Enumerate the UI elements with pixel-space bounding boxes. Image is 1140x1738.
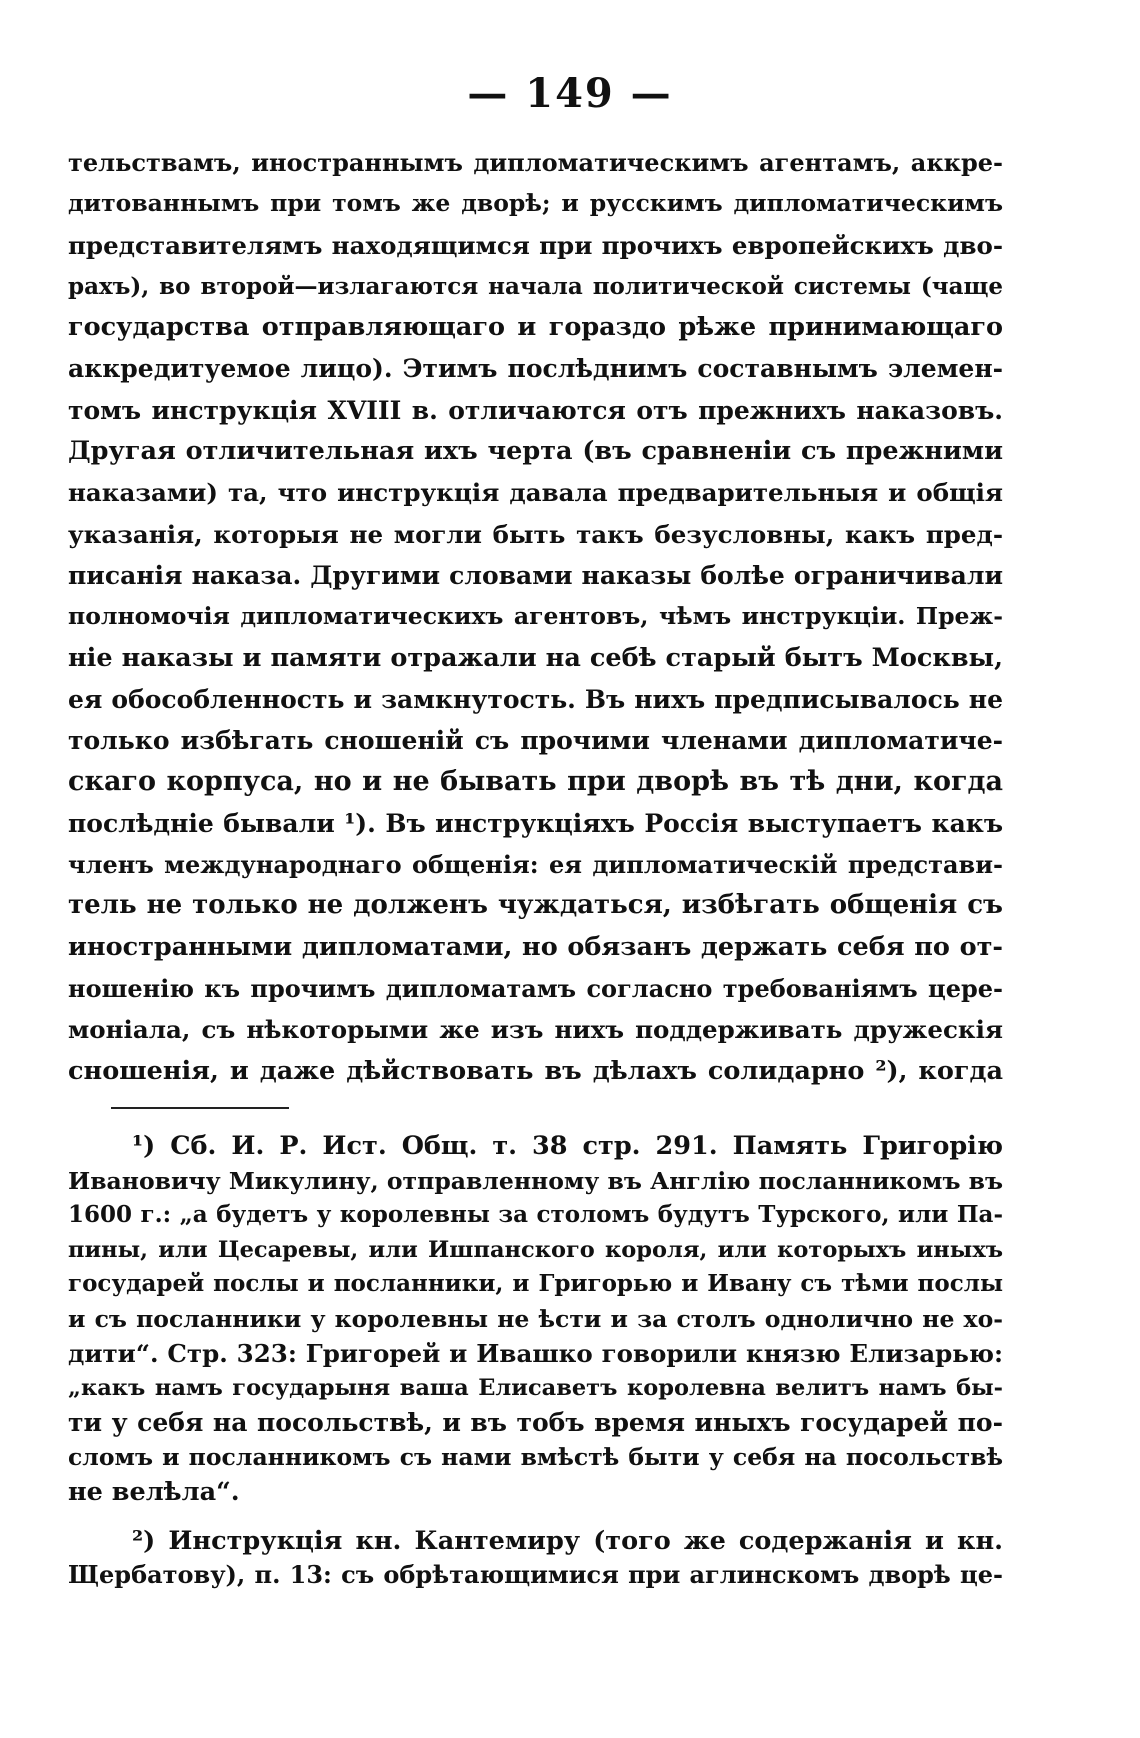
text-line: представителямъ находящимся при прочихъ европейскихъ дво- [68,230,1003,260]
text-line: тельствамъ, иностраннымъ дипломатическимъ агентамъ, аккре- [68,148,1003,177]
text-line: писанія наказа. Другими словами наказы болѣе ограничивали [68,560,1003,590]
footnote-line: не велѣла“. [68,1476,240,1507]
footnotes [68,1129,1003,1593]
text-line: моніала, съ нѣкоторыми же изъ нихъ поддерживать дружескія [68,1015,1003,1045]
text-line: ніе наказы и памяти отражали на себѣ старый бытъ Москвы, [68,642,1003,673]
footnote-line: 1600 г.: „а будетъ у королевны за столомъ будутъ Турского, или Па- [68,1201,1003,1229]
text-line: дитованнымъ при томъ же дворѣ; и русскимъ дипломатическимъ [68,189,1003,218]
footnote-line: дити“. Стр. 323: Григорей и Ивашко говорили князю Елизарью: [68,1338,1003,1368]
text-line: сношенія, и даже дѣйствовать въ дѣлахъ солидарно ²), когда [68,1055,1003,1086]
text-line: полномочія дипломатическихъ агентовъ, чѣмъ инструкціи. Преж- [68,602,1003,631]
footnote-line: ти у себя на посольствѣ, и въ тобъ время иныхъ государей по- [68,1407,1003,1437]
footnote-line: ¹) Сб. И. Р. Ист. Общ. т. 38 стр. 291. Память Григорію [132,1131,1003,1161]
page-number: — 149 — [467,70,673,117]
footnote-line: сломъ и посланникомъ съ нами вмѣстѣ быти у себя на посольствѣ [68,1443,1003,1472]
footnote-line: и съ посланники у королевны не ѣсти и за столъ однолично не хо- [68,1304,1003,1333]
text-line: томъ инструкція XVIII в. отличаются отъ прежнихъ наказовъ. [68,395,1003,425]
text-line: рахъ), во второй—излагаются начала политической системы (чаще [68,272,1003,300]
footnote-line: „какъ намъ государыня ваша Елисаветъ королевна велитъ намъ бы- [68,1375,1003,1402]
text-line: тель не только не долженъ чуждаться, избѣгать общенія съ [68,890,1003,921]
text-line: Другая отличительная ихъ черта (въ сравненіи съ прежними [68,436,1003,467]
text-line: государства отправляющаго и гораздо рѣже принимающаго [68,312,1003,343]
text-line: ношенію къ прочимъ дипломатамъ согласно требованіямъ цере- [68,973,1003,1003]
text-line: аккредитуемое лицо). Этимъ послѣднимъ составнымъ элемен- [68,354,1003,384]
text-line: только избѣгать сношеній съ прочими членами дипломатиче- [68,726,1003,756]
footnote-2 [68,1524,1003,1593]
footnote-line: Ивановичу Микулину, отправленному въ Англію посланникомъ въ [68,1166,1003,1195]
footnote-divider [111,1107,289,1109]
footnote-line: Щербатову), п. 13: съ обрѣтающимися при аглинскомъ дворѣ це- [68,1560,1003,1590]
text-line: указанія, которыя не могли быть такъ безусловны, какъ пред- [68,519,1003,549]
footnote-1 [68,1129,1003,1510]
footnote-line: пины, или Цесаревы, или Ишпанского короля, или которыхъ иныхъ [68,1236,1003,1263]
footnote-line: ²) Инструкція кн. Кантемиру (того же содержанія и кн. [132,1525,1003,1556]
text-line: послѣдніе бывали ¹). Въ инструкціяхъ Россія выступаетъ какъ [68,808,1003,838]
text-line: иностранными дипломатами, но обязанъ держать себя по от- [68,931,1003,962]
text-line: членъ международнаго общенія: ея дипломатическій представи- [68,850,1003,880]
text-line: ея обособленность и замкнутость. Въ нихъ предписывалось не [68,684,1003,714]
text-line: наказами) та, что инструкція давала предварительныя и общія [68,478,1003,508]
main-text [68,142,1003,1092]
text-line: скаго корпуса, но и не бывать при дворѣ въ тѣ дни, когда [68,766,1003,798]
footnote-line: государей послы и посланники, и Григорью и Ивану съ тѣми послы [68,1270,1003,1298]
